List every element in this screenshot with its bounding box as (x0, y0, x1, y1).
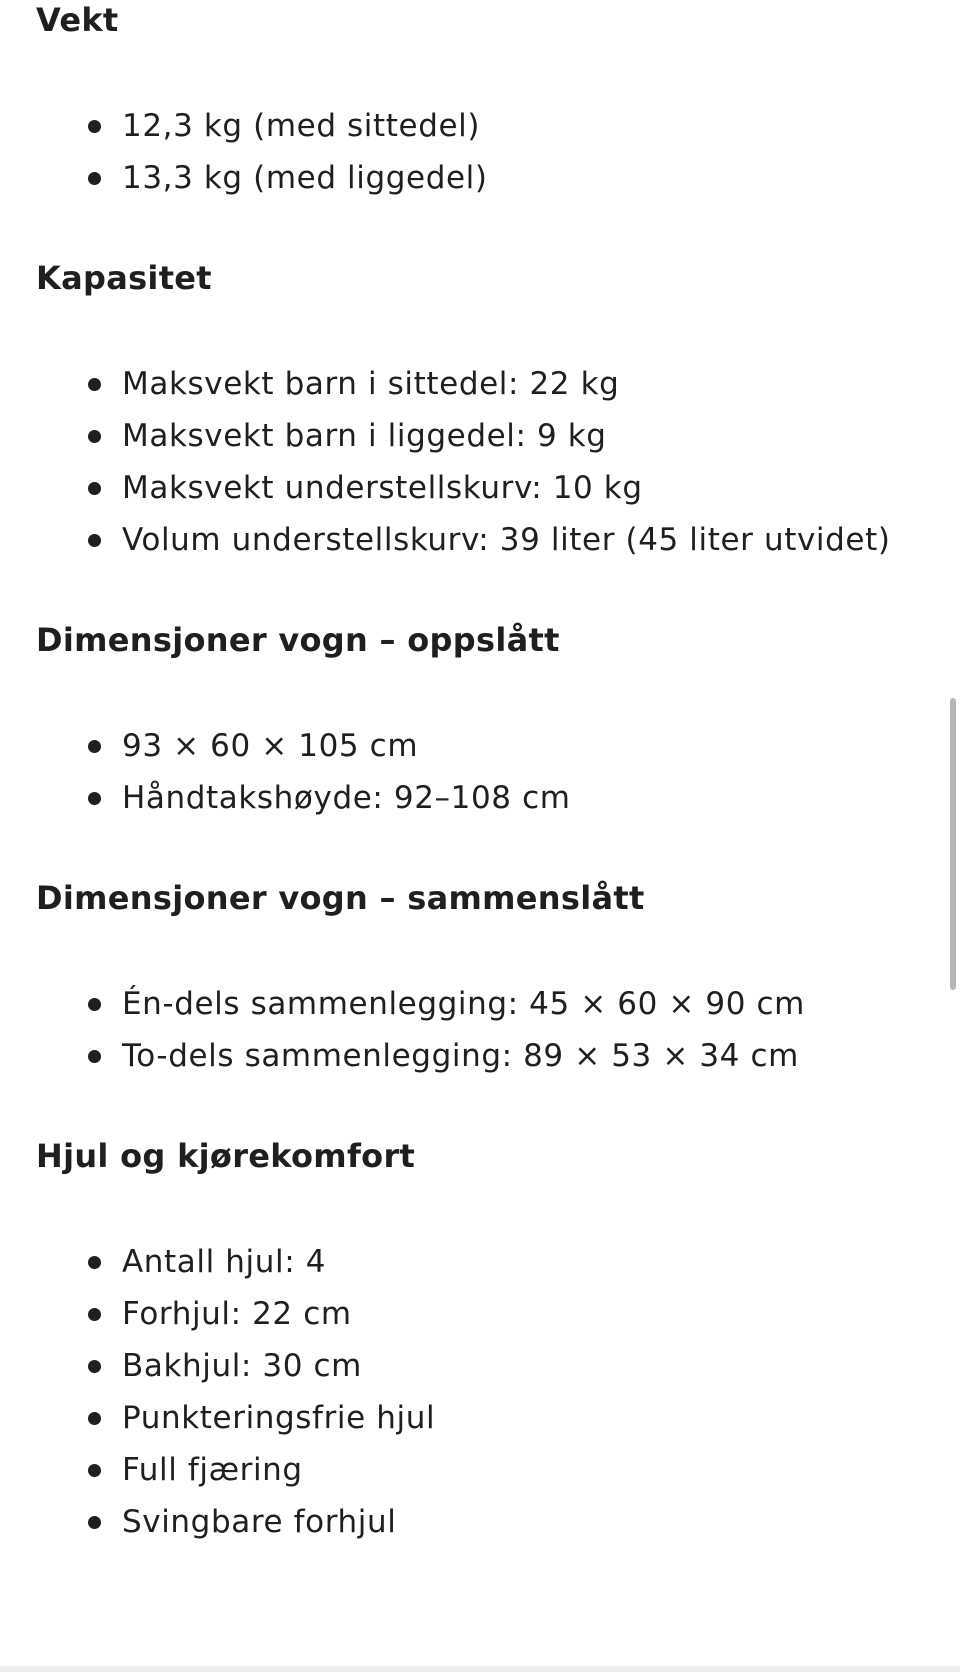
bullet-icon (88, 482, 101, 495)
list-item-text: Maksvekt understellskurv: 10 kg (122, 470, 643, 506)
section-wheels (36, 1134, 916, 1548)
list-item (36, 772, 916, 824)
list-item-text: Maksvekt barn i sittedel: 22 kg (122, 366, 620, 402)
list-item (36, 1288, 916, 1340)
list-item (36, 1236, 916, 1288)
list-item-text: Volum understellskurv: 39 liter (45 liter utvidet) (122, 522, 891, 558)
list-item-text: Punkteringsfrie hjul (122, 1400, 436, 1436)
list-item-text: Bakhjul: 30 cm (122, 1348, 362, 1384)
section-dimensions-folded (36, 876, 916, 1082)
list-item (36, 152, 916, 204)
section-heading: Vekt (36, 1, 119, 39)
section-heading: Dimensjoner vogn – oppslått (36, 621, 560, 659)
list-item (36, 1340, 916, 1392)
list-item (36, 358, 916, 410)
section-capacity (36, 256, 916, 566)
bullet-icon (88, 172, 101, 185)
section-heading: Kapasitet (36, 259, 212, 297)
spec-list (36, 720, 916, 824)
bullet-icon (88, 120, 101, 133)
bullet-icon (88, 1050, 101, 1063)
bullet-icon (88, 378, 101, 391)
list-item (36, 978, 916, 1030)
bullet-icon (88, 534, 101, 547)
list-item (36, 720, 916, 772)
bullet-icon (88, 430, 101, 443)
scrollbar[interactable] (946, 0, 960, 1672)
list-item (36, 410, 916, 462)
list-item (36, 100, 916, 152)
list-item-text: Antall hjul: 4 (122, 1244, 327, 1280)
list-item-text: 13,3 kg (med liggedel) (122, 160, 488, 196)
list-item (36, 1392, 916, 1444)
bullet-icon (88, 1308, 101, 1321)
spec-list (36, 1236, 916, 1548)
section-heading: Hjul og kjørekomfort (36, 1137, 416, 1175)
section-weight (36, 0, 916, 204)
spec-list (36, 358, 916, 566)
section-dimensions-unfolded (36, 618, 916, 824)
list-item-text: 93 × 60 × 105 cm (122, 728, 419, 764)
spec-list (36, 978, 916, 1082)
list-item (36, 514, 916, 566)
list-item-text: Én-dels sammenlegging: 45 × 60 × 90 cm (122, 986, 805, 1022)
section-heading: Dimensjoner vogn – sammenslått (36, 879, 645, 917)
bullet-icon (88, 1464, 101, 1477)
list-item-text: Full fjæring (122, 1452, 303, 1488)
bullet-icon (88, 1360, 101, 1373)
scrollbar-thumb[interactable] (950, 698, 956, 990)
list-item (36, 1030, 916, 1082)
list-item (36, 1496, 916, 1548)
spec-list (36, 100, 916, 204)
bullet-icon (88, 1412, 101, 1425)
bullet-icon (88, 792, 101, 805)
bullet-icon (88, 1516, 101, 1529)
list-item-text: Maksvekt barn i liggedel: 9 kg (122, 418, 607, 454)
list-item-text: 12,3 kg (med sittedel) (122, 108, 481, 144)
list-item-text: To-dels sammenlegging: 89 × 53 × 34 cm (122, 1038, 799, 1074)
list-item-text: Håndtakshøyde: 92–108 cm (122, 780, 571, 816)
list-item-text: Svingbare forhjul (122, 1504, 397, 1540)
bullet-icon (88, 740, 101, 753)
list-item-text: Forhjul: 22 cm (122, 1296, 352, 1332)
list-item (36, 1444, 916, 1496)
list-item (36, 462, 916, 514)
bullet-icon (88, 1256, 101, 1269)
bullet-icon (88, 998, 101, 1011)
spec-content (36, 0, 916, 1600)
bottom-divider (0, 1666, 960, 1672)
